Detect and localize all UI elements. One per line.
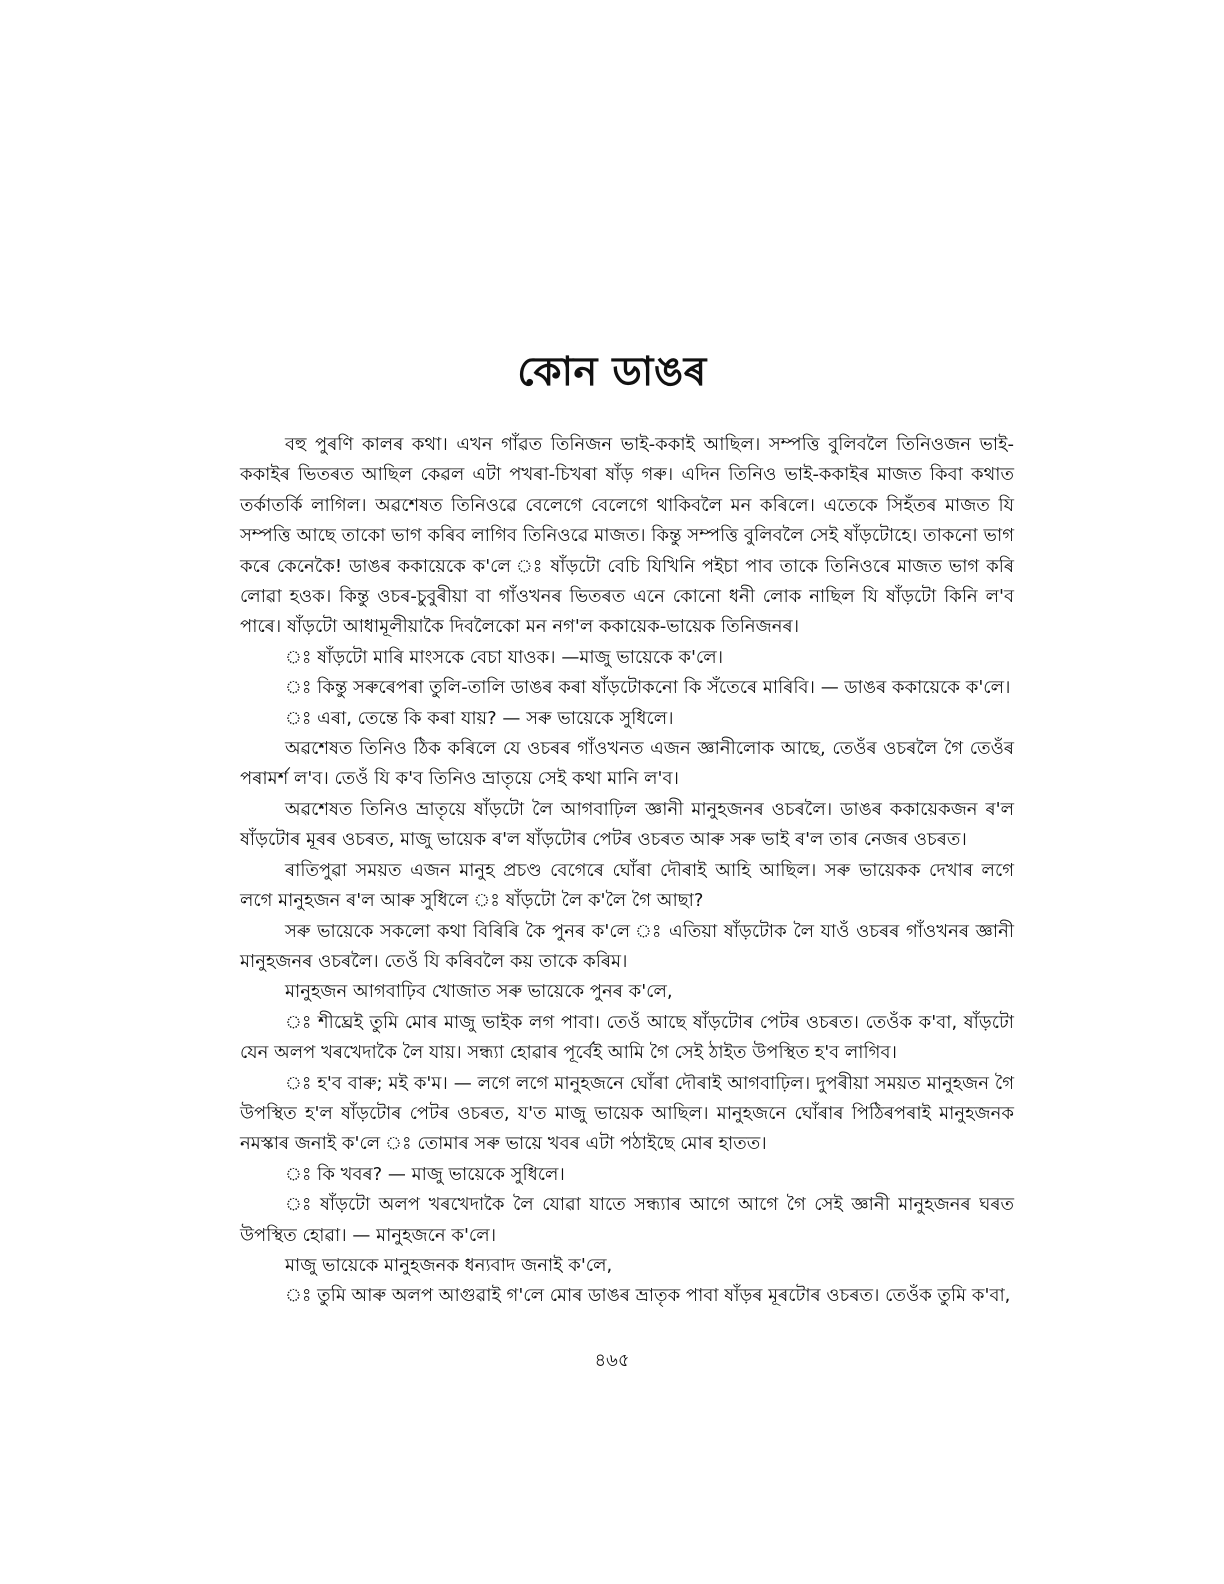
paragraph: ৰাতিপুৱা সময়ত এজন মানুহ প্ৰচণ্ড বেগেৰে ঘোঁৰা দৌৰাই আহি আছিল। সৰু ভায়েকক দেখাৰ লগে লগে মানুহজন ৰ'ল আৰু সুধিলে ঃ ষাঁড়টো লৈ ক'লৈ গৈ আছা? (240, 859, 1014, 912)
paragraph: মাজু ভায়েকে মানুহজনক ধন্যবাদ জনাই ক'লে, (285, 1254, 613, 1276)
paragraph: ঃ এৰা, তেন্তে কি কৰা যায়? — সৰু ভায়েকে সুধিলে। (285, 707, 674, 729)
paragraph: ঃ হ'ব বাৰু; মই ক'ম। — লগে লগে মানুহজনে ঘোঁৰা দৌৰাই আগবাঢ়িল। দুপৰীয়া সময়ত মানুহজন গৈ উপস্থিত হ'ল ষাঁড়টোৰ পেটৰ ওচৰত, য'ত মাজু ভায়েক আছিল। মানুহজনে ঘোঁৰাৰ পিঠিৰপৰাই মানুহজনক নমস্কাৰ জনাই ক'লে ঃ তোমাৰ সৰু ভায়ে খবৰ এটা পঠাইছে মোৰ হাতত। (240, 1072, 1014, 1155)
paragraph: মানুহজন আগবাঢ়িব খোজাত সৰু ভায়েকে পুনৰ ক'লে, (285, 981, 673, 1003)
paragraph: ঃ কিন্তু সৰুৰেপৰা তুলি-তালি ডাঙৰ কৰা ষাঁড়টোকনো কি সঁতেৰে মাৰিবি। — ডাঙৰ ককায়েকে ক'লে। (285, 677, 1011, 699)
paragraph: ঃ ষাঁড়টো অলপ খৰখেদাকৈ লৈ যোৱা যাতে সন্ধ্যাৰ আগে আগে গৈ সেই জ্ঞানী মানুহজনৰ ঘৰত উপস্থিত হোৱা। — মানুহজনে ক'লে। (240, 1194, 1014, 1246)
paragraph: ঃ কি খবৰ? — মাজু ভায়েকে সুধিলে। (285, 1163, 565, 1185)
paragraph: ঃ শীঘ্ৰেই তুমি মোৰ মাজু ভাইক লগ পাবা। তেওঁ আছে ষাঁড়টোৰ পেটৰ ওচৰত। তেওঁক ক'বা, ষাঁড়টো যেন অলপ খৰখেদাকৈ লৈ যায়। সন্ধ্যা হোৱাৰ পূৰ্বেই আমি গৈ সেই ঠাইত উপস্থিত হ'ব লাগিব। (240, 1011, 1014, 1064)
story-title: কোন ডাঙৰ (517, 349, 707, 395)
paragraph: ঃ ষাঁড়টো মাৰি মাংসকে বেচা যাওক। —মাজু ভায়েকে ক'লে। (285, 646, 724, 668)
paragraph: সৰু ভায়েকে সকলো কথা বিৰিৰি কৈ পুনৰ ক'লে ঃ এতিয়া ষাঁড়টোক লৈ যাওঁ ওচৰৰ গাঁওখনৰ জ্ঞানী মানুহজনৰ ওচৰলৈ। তেওঁ যি কৰিবলৈ কয় তাকে কৰিম। (240, 920, 1014, 972)
paragraph: অৱশেষত তিনিও ঠিক কৰিলে যে ওচৰৰ গাঁওখনত এজন জ্ঞানীলোক আছে, তেওঁৰ ওচৰলৈ গৈ তেওঁৰ পৰামৰ্শ ল'ব। তেওঁ যি ক'ব তিনিও ভ্ৰাতৃয়ে সেই কথা মানি ল'ব। (240, 738, 1014, 790)
paragraph: বহু পুৰণি কালৰ কথা। এখন গাঁৱত তিনিজন ভাই-ককাই আছিল। সম্পত্তি বুলিবলৈ তিনিওজন ভাই-ককাইৰ ভিতৰত আছিল কেৱল এটা পখৰা-চিখৰা ষাঁড় গৰু। এদিন তিনিও ভাই-ককাইৰ মাজত কিবা কথাত তৰ্কাতৰ্কি লাগিল। অৱশেষত তিনিওৱে বেলেগে বেলেগে থাকিবলৈ মন কৰিলে। এতেকে সিহঁতৰ মাজত যি সম্পত্তি আছে তাকো ভাগ কৰিব লাগিব তিনিওৱে মাজত। কিন্তু সম্পত্তি বুলিবলৈ সেই ষাঁড়টোহে। তাকনো ভাগ কৰে কেনেকৈ! ডাঙৰ ককায়েকে ক'লে ঃ ষাঁড়টো বেচি যিখিনি পইচা পাব তাকে তিনিওৰে মাজত ভাগ কৰি লোৱা হওক। কিন্তু ওচৰ-চুবুৰীয়া বা গাঁওখনৰ ভিতৰত এনে কোনো ধনী লোক নাছিল যি ষাঁড়টো কিনি ল'ব পাৰে। ষাঁড়টো আধামূলীয়াকৈ দিবলৈকো মন নগ'ল ককায়েক-ভায়েক তিনিজনৰ। (240, 434, 1014, 638)
page-number: ৪৬৫ (594, 1350, 630, 1371)
paragraph: অৱশেষত তিনিও ভ্ৰাতৃয়ে ষাঁড়টো লৈ আগবাঢ়িল জ্ঞানী মানুহজনৰ ওচৰলৈ। ডাঙৰ ককায়েকজন ৰ'ল ষাঁড়টোৰ মূৰৰ ওচৰত, মাজু ভায়েক ৰ'ল ষাঁড়টোৰ পেটৰ ওচৰত আৰু সৰু ভাই ৰ'ল তাৰ নেজৰ ওচৰত। (240, 798, 1014, 851)
paragraph: ঃ তুমি আৰু অলপ আগুৱাই গ'লে মোৰ ডাঙৰ ভ্ৰাতৃক পাবা ষাঁড়ৰ মূৰটোৰ ওচৰত। তেওঁক তুমি ক'বা, (285, 1285, 1011, 1307)
story-body (240, 430, 1014, 1312)
